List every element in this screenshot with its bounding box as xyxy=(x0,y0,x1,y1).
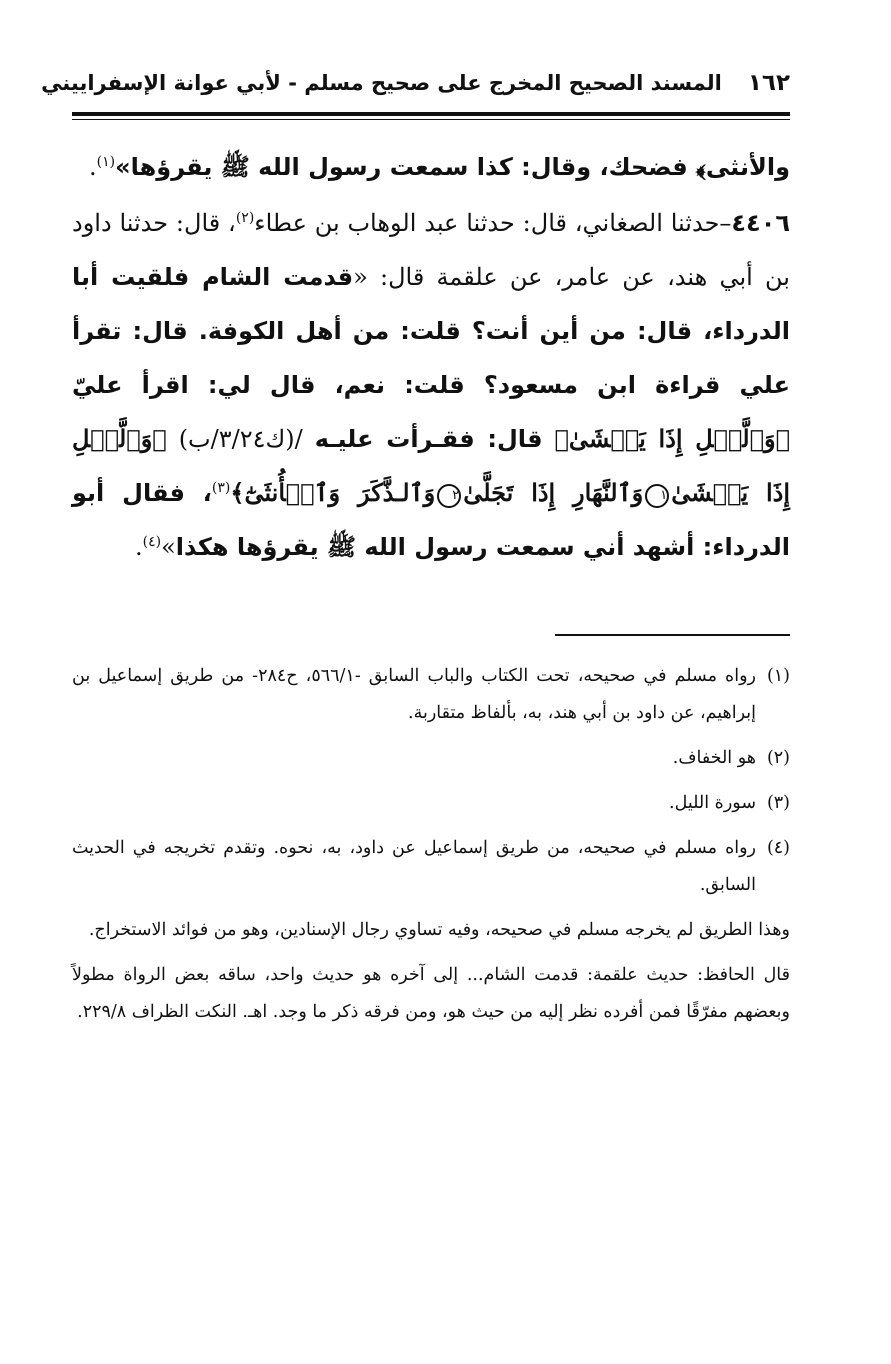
aya-marker: ١ xyxy=(645,484,669,508)
quran-quote: ﴿وَٱلَّيۡلِ إِذَا يَغۡشَىٰ﴾ xyxy=(554,424,790,453)
chain-intro: –حدثنا الصغاني، قال: حدثنا عبد الوهاب بن عطاء xyxy=(254,209,732,237)
footnote-number: (٣) xyxy=(766,793,790,813)
book-page xyxy=(41,60,790,1039)
quran-quote: وَٱلـذَّكَرَ وَٱلۡأُنثَىٰٓ﴾ xyxy=(230,478,436,507)
hadith-number: ٤٤٠٦ xyxy=(731,209,790,237)
hadith-text: ، فقال أبو الدرداء: أشهد أني سمعت رسول الله ﷺ يقرؤها هكذا xyxy=(72,479,790,561)
footnote-item xyxy=(72,785,790,822)
footnote-text: هو الخفاف. xyxy=(672,748,756,768)
footnote-number: (٤) xyxy=(766,838,790,858)
paragraph-continuation xyxy=(72,140,790,194)
footnote-text: سورة الليل. xyxy=(669,793,756,813)
header-rule-thin xyxy=(72,119,790,120)
quote-close: » xyxy=(161,533,176,561)
footnote-number: (١) xyxy=(766,666,790,686)
footnote-ref: (٢) xyxy=(235,210,255,226)
footnote-text: رواه مسلم في صحيحه، من طريق إسماعيل عن داود، به، نحوه. وتقدم تخريجه في الحديث السابق. xyxy=(72,838,756,895)
punctuation: . xyxy=(134,533,143,561)
header-rule-thick xyxy=(72,112,790,116)
bold-text: والأنثى﴾ فضحك، وقال: كذا سمعت رسول الله ﷺ يقرؤها» xyxy=(115,153,790,181)
footnote-divider xyxy=(555,634,790,636)
footnote-item xyxy=(72,740,790,777)
footnote-item xyxy=(72,658,790,732)
footnote-item xyxy=(72,830,790,904)
footnote-text: رواه مسلم في صحيحه، تحت الكتاب والباب السابق -٥٦٦/١، ح٢٨٤- من طريق إسماعيل بن إبراهيم، عن داود بن أبي هند، به، بألفاظ متقاربة. xyxy=(72,666,756,723)
running-title: المسند الصحيح المخرج على صحيح مسلم - لأبي عوانة الإسفراييني xyxy=(41,71,722,95)
punctuation: . xyxy=(89,153,97,181)
quran-quote: وَٱلنَّهَارِ إِذَا تَجَلَّىٰ xyxy=(463,478,644,507)
main-text xyxy=(72,140,790,574)
quran-quote: ﴿وَٱلَّيۡلِ إِذَا يَغۡشَىٰ xyxy=(72,424,790,507)
footnote-ref: (٤) xyxy=(142,534,162,550)
page-number: ١٦٢ xyxy=(747,70,790,96)
hadith-text: قال: فقـرأت عليـه xyxy=(314,425,543,453)
footnote-ref: (١) xyxy=(96,154,116,170)
hadith-paragraph xyxy=(72,196,790,574)
footnote-ref: (٣) xyxy=(211,480,231,496)
footnote-note: قال الحافظ: حديث علقمة: قدمت الشام... إلى آخره هو حديث واحد، ساقه بعض الرواة مطولاً وبعضهم مفرّقًا فمن أفرده نظر إليه من حيث هو، ومن فرقه ذكر ما وجد. اهـ. النكت الظراف ٢٢٩/٨. xyxy=(72,965,790,1022)
footnote-number: (٢) xyxy=(766,748,790,768)
chain-narration: ، قال: حدثنا داود بن أبي هند، عن عامر، عن علقمة قال: « xyxy=(72,209,790,291)
running-header xyxy=(41,60,790,106)
footnotes xyxy=(72,658,790,1031)
footnote-note: وهذا الطريق لم يخرجه مسلم في صحيحه، وفيه تساوي رجال الإسنادين، وهو من فوائد الاستخراج. xyxy=(88,920,790,940)
manuscript-ref: /(ك٣/٢٤/ب) xyxy=(178,425,303,453)
hadith-text: قدمت الشام فلقيت أبا الدرداء، قال: من أين أنت؟ قلت: من أهل الكوفة. قال: تقرأ علي قراءة ابن مسعود؟ قلت: نعم، قال لي: اقرأ عليّ xyxy=(72,263,790,399)
aya-marker: ٢ xyxy=(437,484,461,508)
